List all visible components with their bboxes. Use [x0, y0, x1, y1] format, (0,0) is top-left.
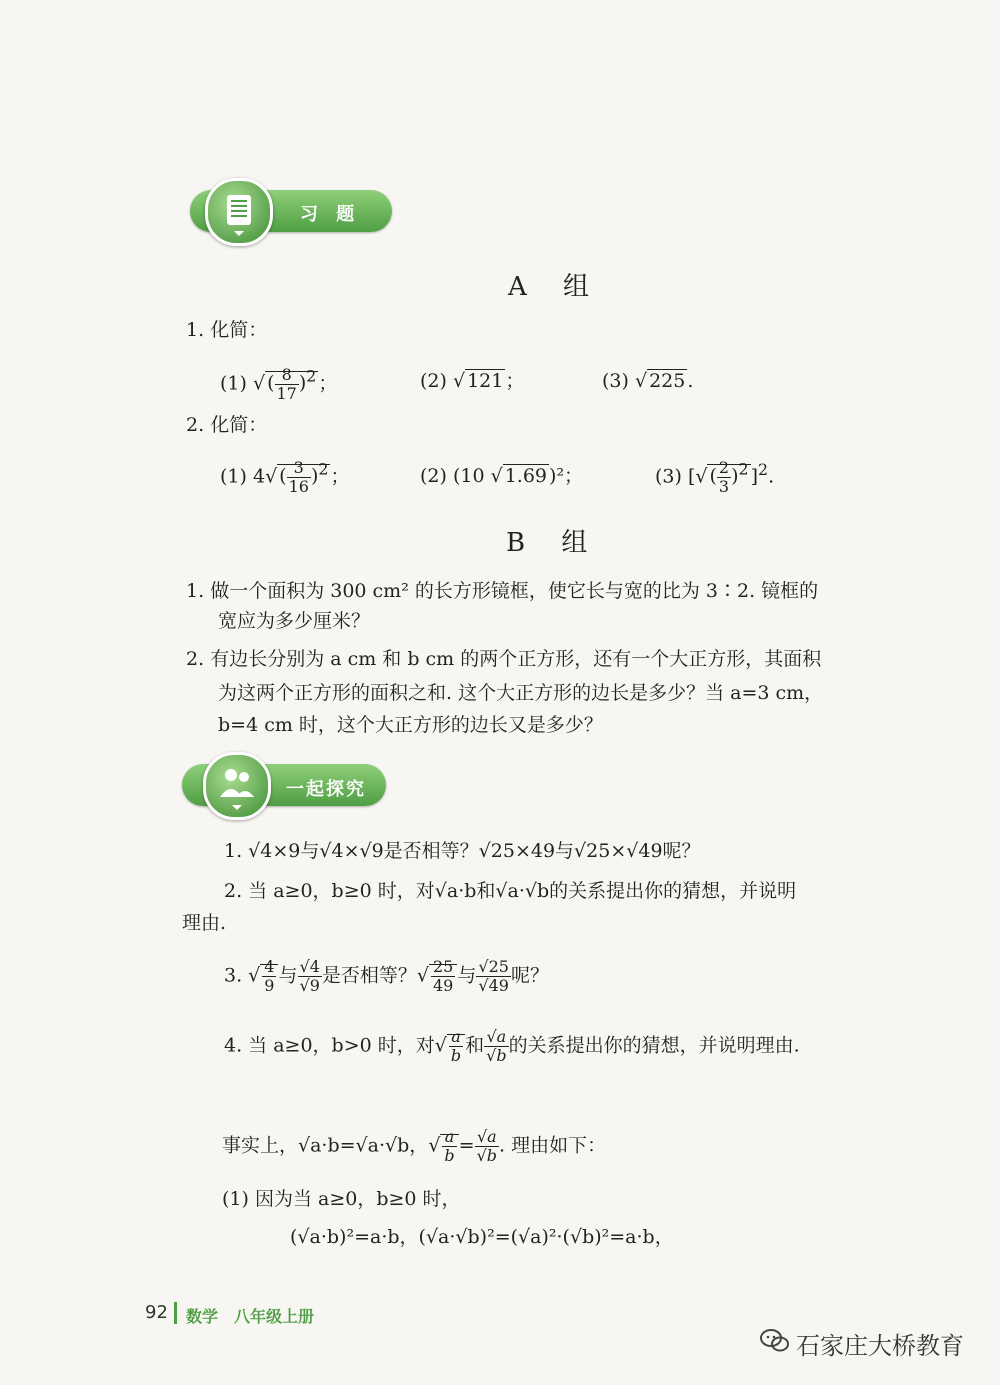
footer-divider [174, 1302, 177, 1324]
explore-q1: 1. √4×9与√4×√9是否相等？√25×49与√25×√49呢？ [224, 840, 701, 862]
fact-line1: 事实上，√a·b=√a·√b，√ $\frac{a}{b}$ = $\frac{√a}{√b}$ . 理由如下： [222, 1127, 607, 1165]
explore-title: 一起探究 [286, 779, 366, 800]
a-q1-item2: (2) √ 121 ； [420, 370, 525, 392]
a-q2-item2: (2) (10 √ 1.69 )²； [420, 465, 584, 487]
a-q1-items: (1) √ ( $\frac{8}{17}$ )$^2$ ； [220, 364, 338, 403]
explore-q2-line2: 理由. [182, 912, 227, 934]
fact-line2: (1) 因为当 a≥0，b≥0 时， [222, 1188, 461, 1210]
page-number: 92 [145, 1302, 168, 1323]
people-icon [203, 752, 271, 820]
group-a-heading: A 组 [508, 272, 604, 302]
wechat-icon [760, 1328, 790, 1354]
explore-q3: 3. √ $\frac{4}{9}$ 与 $\frac{√4}{√9}$ 是否相等？√ $\frac{25}{49}$ 与 $\frac{√25}{√49}$ 呢？ [224, 957, 549, 995]
a-q1: 1. 化简： [186, 319, 268, 341]
notepad-icon [205, 178, 273, 246]
a-q2-item3: (3) [√ ( $\frac{2}{3}$ )$^2$ ]$^2$. [655, 457, 775, 496]
a-q2: 2. 化简： [186, 414, 268, 436]
b-q2-line3: b=4 cm 时，这个大正方形的边长又是多少？ [218, 714, 603, 736]
explore-q2-line1: 2. 当 a≥0，b≥0 时，对√a·b和√a·√b的关系提出你的猜想，并说明 [224, 880, 797, 902]
fact-line3: (√a·b)²=a·b，(√a·√b)²=(√a)²·(√b)²=a·b， [290, 1226, 674, 1248]
explore-q4: 4. 当 a≥0，b>0 时，对√ $\frac{a}{b}$ 和 $\frac{√a}{√b}$ 的关系提出你的猜想，并说明理由. [224, 1027, 800, 1065]
group-b-heading: B 组 [506, 528, 602, 558]
a-q2-item1: (1) 4√ ( $\frac{3}{16}$ )$^2$ ； [220, 457, 350, 496]
b-q1-line1: 1. 做一个面积为 300 cm² 的长方形镜框，使它长与宽的比为 3∶2. 镜框的 [186, 580, 819, 602]
b-q1-line2: 宽应为多少厘米？ [218, 610, 371, 632]
exercises-title: 习 题 [300, 204, 361, 225]
book-title: 数学 八年级上册 [186, 1307, 315, 1326]
a-q1-item3: (3) √ 225 . [602, 370, 694, 392]
b-q2-line2: 为这两个正方形的面积之和. 这个大正方形的边长是多少？当 a=3 cm， [218, 682, 824, 704]
b-q2-line1: 2. 有边长分别为 a cm 和 b cm 的两个正方形，还有一个大正方形，其面积 [186, 648, 822, 670]
watermark-text: 石家庄大桥教育 [796, 1332, 964, 1360]
